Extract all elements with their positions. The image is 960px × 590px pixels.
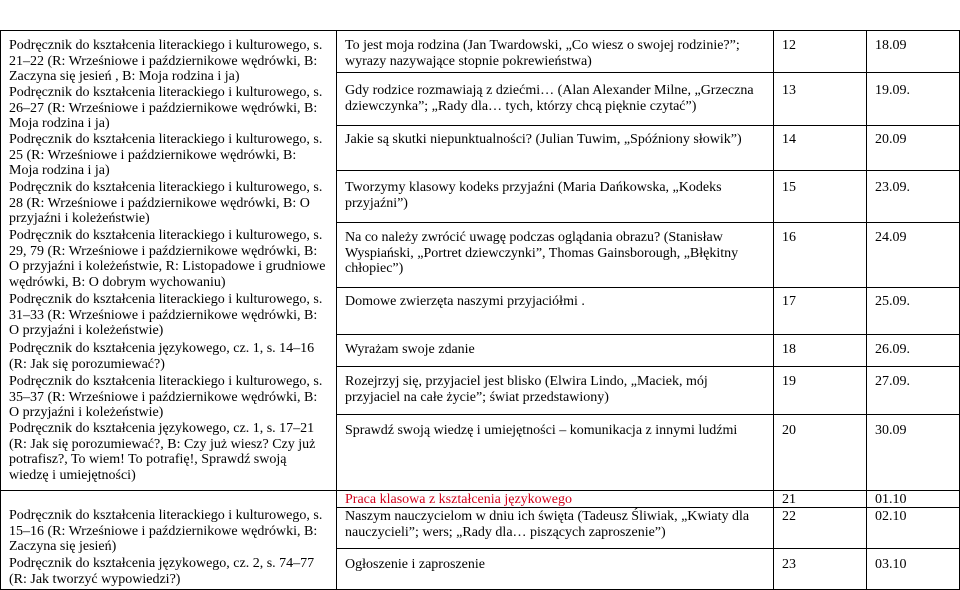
source-cell: Podręcznik do kształcenia literackiego i kulturowego, s. 26–27 (R: Wrześniowe i październikowe wędrówki, B: Moja rodzina i ja) [9,85,323,132]
row-divider [0,490,960,491]
column-divider-2 [773,30,774,590]
date-cell: 03.10 [875,557,907,572]
topic-cell: Rozejrzyj się, przyjaciel jest blisko (Elwira Lindo, „Maciek, mój przyjaciel na całe życie”; świat przedstawiony) [345,374,708,405]
date-cell: 26.09. [875,342,910,357]
source-cell: Podręcznik do kształcenia literackiego i kulturowego, s. 29, 79 (R: Wrześniowe i październikowe wędrówki, B: O przyjaźni i koleżeństwie, R: Listopadowe i grudniowe wędrówki, B: O dobrym wychowaniu) [9,228,326,290]
source-cell: Podręcznik do kształcenia literackiego i kulturowego, s. 25 (R: Wrześniowe i październikowe wędrówki, B: Moja rodzina i ja) [9,132,323,179]
topic-cell-highlighted: Praca klasowa z kształcenia językowego [345,492,573,507]
source-cell: Podręcznik do kształcenia językowego, cz. 1, s. 14–16 (R: Jak się porozumiewać?) [9,341,315,372]
topic-cell: Naszym nauczycielom w dniu ich święta (Tadeusz Śliwiak, „Kwiaty dla nauczycieli”; wers; „Rady dla… piszących zaproszenie”) [345,509,750,540]
date-cell: 30.09 [875,423,907,438]
date-cell: 27.09. [875,374,910,389]
lesson-number-cell: 20 [782,423,796,438]
source-cell: Podręcznik do kształcenia literackiego i kulturowego, s. 35–37 (R: Wrześniowe i październikowe wędrówki, B: O przyjaźni i koleżeństwie) [9,374,323,421]
source-cell: Podręcznik do kształcenia językowego, cz. 2, s. 74–77 (R: Jak tworzyć wypowiedzi?) [9,556,315,587]
source-cell: Podręcznik do kształcenia literackiego i kulturowego, s. 31–33 (R: Wrześniowe i październikowe wędrówki, B: O przyjaźni i koleżeństwie) [9,292,323,339]
date-cell: 24.09 [875,230,907,245]
date-cell: 19.09. [875,83,910,98]
source-cell: Podręcznik do kształcenia literackiego i kulturowego, s. 28 (R: Wrześniowe i październikowe wędrówki, B: O przyjaźni i koleżeństwie) [9,180,323,227]
lesson-number-cell: 13 [782,83,796,98]
column-divider-3 [866,30,867,590]
row-divider [336,414,960,415]
row-divider [336,548,960,549]
date-cell: 25.09. [875,294,910,309]
row-divider [336,334,960,335]
topic-cell: To jest moja rodzina (Jan Twardowski, „Co wiesz o swojej rodzinie?”; wyrazy nazywające stopnie pokrewieństwa) [345,38,740,69]
date-cell: 02.10 [875,509,907,524]
lesson-number-cell: 15 [782,180,796,195]
topic-cell: Gdy rodzice rozmawiają z dziećmi… (Alan Alexander Milne, „Grzeczna dziewczynka”; „Rady dla… tych, którzy chcą pięknie czytać”) [345,83,754,114]
column-divider-1 [336,30,337,590]
row-divider [336,366,960,367]
row-divider [336,72,960,73]
lesson-number-cell: 14 [782,132,796,147]
topic-cell: Sprawdź swoją wiedzę i umiejętności – komunikacja z innymi ludźmi [345,423,738,438]
source-cell: Podręcznik do kształcenia literackiego i kulturowego, s. 21–22 (R: Wrześniowe i październikowe wędrówki, B: Zaczyna się jesień , B: Moja rodzina i ja) [9,38,323,85]
row-divider [336,170,960,171]
topic-cell: Wyrażam swoje zdanie [345,342,475,357]
lesson-number-cell: 17 [782,294,796,309]
table-border-top [0,30,960,31]
lesson-number-cell: 16 [782,230,796,245]
source-cell: Podręcznik do kształcenia literackiego i kulturowego, s. 15–16 (R: Wrześniowe i październikowe wędrówki, B: Zaczyna się jesień) [9,508,323,555]
topic-cell: Tworzymy klasowy kodeks przyjaźni (Maria Dańkowska, „Kodeks przyjaźni”) [345,180,722,211]
lesson-number-cell: 12 [782,38,796,53]
table-border-left [0,30,1,590]
topic-cell: Ogłoszenie i zaproszenie [345,557,485,572]
lesson-number-cell: 19 [782,374,796,389]
row-divider [336,125,960,126]
row-divider [336,287,960,288]
row-divider [336,222,960,223]
topic-cell: Domowe zwierzęta naszymi przyjaciółmi . [345,294,585,309]
lesson-number-cell: 21 [782,492,796,507]
topic-cell: Na co należy zwrócić uwagę podczas oglądania obrazu? (Stanisław Wyspiański, „Portret dziewczynki”, Thomas Gainsborough, „Błękitny chłopiec”) [345,230,739,277]
lesson-number-cell: 22 [782,509,796,524]
topic-cell: Jakie są skutki niepunktualności? (Julian Tuwim, „Spóźniony słowik”) [345,132,742,147]
date-cell: 20.09 [875,132,907,147]
lesson-number-cell: 23 [782,557,796,572]
date-cell: 23.09. [875,180,910,195]
date-cell: 18.09 [875,38,907,53]
date-cell: 01.10 [875,492,907,507]
source-cell: Podręcznik do kształcenia językowego, cz. 1, s. 17–21 (R: Jak się porozumiewać?, B: Czy już wiesz? Czy już potrafisz?, To wiem! To potrafię!, Sprawdź swoją wiedzę i umiejętności) [9,421,316,483]
lesson-number-cell: 18 [782,342,796,357]
